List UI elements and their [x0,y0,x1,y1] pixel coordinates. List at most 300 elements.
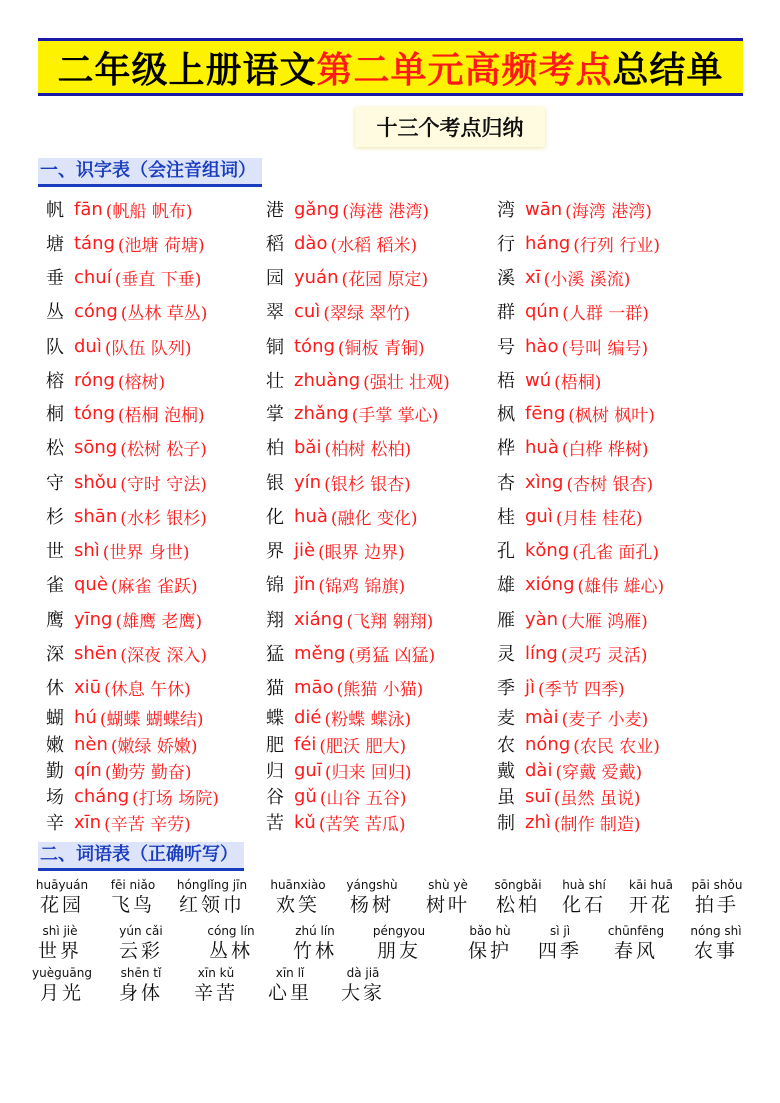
char: 雁 [497,610,515,631]
char: 队 [46,337,64,358]
word-group: (麦子 小麦) [561,709,649,730]
word-group: (垂直 下垂) [114,269,202,290]
char: 桦 [497,438,515,459]
pinyin: bǎi [294,436,322,458]
vocab-hanzi: 松柏 [495,894,540,916]
pinyin: yàn [525,608,559,630]
char: 孔 [497,541,515,562]
char: 戴 [497,761,515,782]
word-group: (银杉 银杏) [324,474,411,495]
pinyin: nóng [525,733,571,755]
char: 梧 [497,371,515,392]
pinyin: jì [525,676,536,698]
pinyin: suī [525,785,551,807]
word-group: (休息 午休) [104,679,191,700]
vocab-hanzi: 朋友 [376,940,421,962]
char-entry [262,332,425,360]
word-group: (熊猫 小猫) [336,679,424,700]
char: 化 [266,507,284,528]
char-entry [42,605,202,633]
vocab-hanzi: 树叶 [425,894,470,916]
char: 帆 [46,200,64,221]
char-entry [262,570,405,598]
subtitle-box [355,107,545,147]
char: 垂 [46,268,64,289]
char: 铜 [266,337,284,358]
word-group: (梧桐 泡桐) [117,405,205,426]
char-entry [493,297,649,325]
word-group: (农民 农业) [573,736,660,757]
word-group: (小溪 溪流) [543,269,631,290]
vocab-pinyin: yángshù [346,878,398,892]
word-group: (行列 行业) [573,235,660,256]
vocab-word [17,965,107,1005]
vocab-pinyin: xīn kǔ [197,966,235,980]
char-entry [493,536,659,564]
word-group: (帆船 帆布) [105,201,193,222]
char: 休 [46,678,64,699]
word-group: (粉蝶 蝶泳) [324,709,412,730]
word-group: (队伍 队列) [104,338,192,359]
char: 雀 [46,575,64,596]
subtitle-text: 十三个考点归纳 [376,116,524,140]
pinyin: jǐn [294,573,316,595]
vocab-pinyin: fēi niǎo [110,878,156,892]
pinyin: guì [525,505,553,527]
pinyin: tóng [74,402,115,424]
pinyin: fēng [525,402,566,424]
vocab-pinyin: nóng shì [690,924,742,938]
word-group: (花园 原定) [341,269,429,290]
vocab-hanzi: 丛林 [208,940,253,962]
word-group: (梧桐) [554,372,602,393]
char-entry [42,399,205,427]
char-entry [493,673,625,701]
char-entry [42,808,191,836]
pinyin: nèn [74,733,108,755]
char: 翠 [266,302,284,323]
pinyin: wú [525,369,552,391]
word-group: (强壮 壮观) [363,372,450,393]
pinyin: dié [294,706,322,728]
word-group: (归来 回归) [324,762,412,783]
char: 季 [497,678,515,699]
vocab-hanzi: 四季 [537,940,582,962]
pinyin: dào [294,232,328,254]
vocab-hanzi: 大家 [340,982,385,1004]
pinyin: qín [74,759,102,781]
pinyin: měng [294,642,346,664]
char-entry [262,756,412,784]
pinyin: róng [74,369,115,391]
char-entry [262,730,406,758]
vocab-pinyin: zhú lín [295,924,335,938]
vocab-hanzi: 月光 [39,982,84,1004]
pinyin: cóng [74,300,118,322]
char: 蝴 [46,708,64,729]
pinyin: shǒu [74,471,118,493]
char-entry [262,229,417,257]
vocab-hanzi: 农事 [693,940,738,962]
char-entry [493,756,642,784]
char: 翔 [266,610,284,631]
pinyin: huà [525,436,559,458]
char: 银 [266,473,284,494]
pinyin: zhǎng [294,402,349,424]
char-entry [42,703,204,731]
pinyin: wān [525,198,563,220]
vocab-hanzi: 开花 [628,894,673,916]
char-entry [42,502,207,530]
word-group: (虽然 虽说) [553,788,641,809]
word-group: (眼界 边界) [318,542,405,563]
vocab-pinyin: huāyuán [35,878,89,892]
pinyin: líng [525,642,558,664]
char: 桂 [497,507,515,528]
vocab-word [671,923,761,963]
vocab-pinyin: pāi shǒu [691,878,743,892]
pinyin: māo [294,676,334,698]
char-entry [262,673,423,701]
vocab-pinyin: chūnfēng [607,924,665,938]
word-group: (守时 守法) [120,474,207,495]
vocab-hanzi: 化石 [561,894,606,916]
vocab-word [354,923,444,963]
section-1-title: 一、识字表（会注音组词） [38,158,262,187]
vocab-hanzi: 辛苦 [193,982,238,1004]
vocab-hanzi: 世界 [37,940,82,962]
char-entry [42,263,201,291]
word-group: (制作 制造) [553,814,641,835]
word-group: (雄鹰 老鹰) [115,611,203,632]
pinyin: kǔ [294,811,316,833]
char-entry [262,703,411,731]
pinyin: hào [525,335,559,357]
char: 鹰 [46,610,64,631]
char: 猛 [266,644,284,665]
word-group: (松树 松子) [120,439,207,460]
char: 深 [46,644,64,665]
word-group: (月桂 桂花) [555,508,643,529]
pinyin: zhì [525,811,551,833]
word-group: (手掌 掌心) [351,405,439,426]
char-entry [493,468,653,496]
char: 雄 [497,575,515,596]
pinyin: shì [74,539,100,561]
vocab-word [672,877,762,917]
char-entry [493,366,601,394]
char: 勤 [46,761,64,782]
pinyin: xiū [74,676,102,698]
vocab-hanzi: 飞鸟 [110,894,155,916]
char: 塘 [46,234,64,255]
pinyin: yīng [74,608,113,630]
word-group: (榕树) [117,372,166,393]
char: 湾 [497,200,515,221]
vocab-pinyin: yún cǎi [119,924,163,938]
vocab-hanzi: 心里 [267,982,312,1004]
pinyin: kǒng [525,539,570,561]
title-part-1: 二年级上册语文 [57,49,317,91]
word-group: (翠绿 翠竹) [323,303,410,324]
char: 榕 [46,371,64,392]
pinyin: huà [294,505,328,527]
word-group: (穿戴 爱戴) [555,762,643,783]
char-entry [493,703,648,731]
char: 桐 [46,404,64,425]
pinyin: cháng [74,785,130,807]
word-group: (麻雀 雀跃) [110,576,198,597]
char-entry [42,468,207,496]
char-entry [262,366,450,394]
vocab-word [186,923,276,963]
word-group: (蝴蝶 蝴蝶结) [99,709,204,730]
char-entry [262,782,407,810]
vocab-hanzi: 花园 [39,894,84,916]
vocab-pinyin: shēn tǐ [120,966,162,980]
char: 肥 [266,735,284,756]
char-entry [493,229,660,257]
vocab-hanzi: 红领巾 [178,894,245,916]
word-group: (铜板 青铜) [337,338,425,359]
vocab-pinyin: dà jiā [346,966,380,980]
word-group: (季节 四季) [538,679,625,700]
vocab-word [270,923,360,963]
word-group: (锦鸡 锦旗) [318,576,406,597]
char-entry [493,502,643,530]
vocab-pinyin: xīn lǐ [275,966,305,980]
pinyin: shān [74,505,118,527]
char: 锦 [266,575,284,596]
char: 松 [46,438,64,459]
pinyin: qún [525,300,560,322]
char: 灵 [497,644,515,665]
vocab-word [591,923,681,963]
vocab-word [167,877,257,917]
vocab-word [88,877,178,917]
char: 壮 [266,371,284,392]
char: 杉 [46,507,64,528]
word-group: (勇猛 凶猛) [348,645,436,666]
char: 溪 [497,268,515,289]
vocab-hanzi: 拍手 [694,894,739,916]
char: 虽 [497,787,515,808]
char-entry [262,536,405,564]
char: 行 [497,234,515,255]
char-entry [493,639,648,667]
pinyin: xīn [74,811,102,833]
char: 嫩 [46,735,64,756]
word-group: (苦笑 苦瓜) [318,814,406,835]
char-entry [493,605,648,633]
pinyin: guī [294,759,322,781]
word-group: (飞翔 翱翔) [346,611,434,632]
char: 农 [497,735,515,756]
pinyin: jiè [294,539,316,561]
char: 柏 [266,438,284,459]
pinyin: gǔ [294,785,317,807]
char-entry [262,297,410,325]
char-entry [42,639,207,667]
vocab-hanzi: 云彩 [118,940,163,962]
char: 界 [266,541,284,562]
word-group: (孔雀 面孔) [572,542,659,563]
word-group: (灵巧 灵活) [560,645,648,666]
word-group: (大雁 鸿雁) [561,611,648,632]
char: 杏 [497,473,515,494]
char-entry [42,536,189,564]
word-group: (海港 港湾) [342,201,429,222]
pinyin: xióng [525,573,575,595]
pinyin: xī [525,266,541,288]
vocab-pinyin: sōngbǎi [494,878,542,892]
char: 枫 [497,404,515,425]
pinyin: yín [294,471,322,493]
char: 港 [266,200,284,221]
char: 归 [266,761,284,782]
vocab-pinyin: kāi huā [628,878,673,892]
word-group: (肥沃 肥大) [319,736,407,757]
char-entry [262,605,433,633]
pinyin: gǎng [294,198,340,220]
char-entry [262,808,406,836]
pinyin: xìng [525,471,564,493]
word-group: (雄伟 雄心) [577,576,665,597]
char: 苦 [266,813,284,834]
vocab-pinyin: hónglǐng jīn [176,878,248,892]
vocab-hanzi: 保护 [467,940,512,962]
word-group: (融化 变化) [330,508,418,529]
vocab-pinyin: shù yè [428,878,468,892]
pinyin: hú [74,706,97,728]
pinyin: tóng [294,335,335,357]
char-entry [42,570,198,598]
char: 猫 [266,678,284,699]
vocab-hanzi: 身体 [118,982,163,1004]
word-group: (海湾 港湾) [565,201,652,222]
pinyin: sōng [74,436,118,458]
word-group: (白桦 桦树) [561,439,649,460]
char-entry [262,399,438,427]
char: 场 [46,787,64,808]
char-entry [42,782,219,810]
char-entry [493,782,640,810]
pinyin: què [74,573,108,595]
char-entry [42,730,198,758]
word-group: (柏树 松柏) [324,439,412,460]
word-group: (嫩绿 娇嫩) [110,736,198,757]
word-group: (池塘 荷塘) [117,235,205,256]
pinyin: duì [74,335,102,357]
char-entry [493,399,655,427]
char-entry [42,756,192,784]
section-2-title: 二、词语表（正确听写） [38,842,244,871]
word-group: (深夜 深入) [120,645,207,666]
pinyin: cuì [294,300,321,322]
pinyin: xiáng [294,608,344,630]
vocab-pinyin: yuèguāng [32,966,92,980]
char-entry [42,332,192,360]
char: 麦 [497,708,515,729]
pinyin: mài [525,706,559,728]
word-group: (号叫 编号) [561,338,649,359]
vocab-pinyin: huānxiào [270,878,326,892]
word-group: (杏树 银杏) [566,474,654,495]
char-entry [493,730,660,758]
char-entry [262,433,411,461]
char: 谷 [266,787,284,808]
char-entry [42,673,191,701]
char-entry [493,570,664,598]
word-group: (山谷 五谷) [319,788,407,809]
word-group: (人群 一群) [562,303,649,324]
pinyin: féi [294,733,317,755]
char-entry [493,433,649,461]
word-group: (丛林 草丛) [120,303,208,324]
pinyin: shēn [74,642,118,664]
vocab-hanzi: 春风 [613,940,658,962]
char: 制 [497,813,515,834]
word-group: (打场 场院) [132,788,219,809]
pinyin: táng [74,232,115,254]
vocab-pinyin: huà shí [562,878,606,892]
char: 世 [46,541,64,562]
vocab-pinyin: sì jì [549,924,571,938]
vocab-word [318,965,408,1005]
vocab-pinyin: cóng lín [207,924,255,938]
char-entry [493,195,652,223]
char-entry [262,468,411,496]
vocab-hanzi: 欢笑 [275,894,320,916]
pinyin: fān [74,198,103,220]
pinyin: yuán [294,266,339,288]
char-entry [262,195,429,223]
vocab-word [96,923,186,963]
char-entry [262,639,435,667]
title-banner [38,38,743,96]
char: 蝶 [266,708,284,729]
char: 稻 [266,234,284,255]
vocab-hanzi: 竹林 [292,940,337,962]
char: 掌 [266,404,284,425]
vocab-hanzi: 杨树 [349,894,394,916]
pinyin: chuí [74,266,112,288]
word-group: (辛苦 辛劳) [104,814,191,835]
word-group: (世界 身世) [102,542,190,563]
char-entry [262,263,428,291]
vocab-pinyin: bǎo hù [469,924,511,938]
pinyin: zhuàng [294,369,361,391]
char-entry [262,502,418,530]
char-entry [42,229,205,257]
word-group: (枫树 枫叶) [568,405,655,426]
char: 辛 [46,813,64,834]
char-entry [493,808,641,836]
word-group: (勤劳 勤奋) [104,762,192,783]
title-part-3: 总结单 [612,49,724,91]
word-group: (水稻 稻米) [330,235,418,256]
char-entry [42,195,192,223]
char: 守 [46,473,64,494]
pinyin: dài [525,759,553,781]
pinyin: háng [525,232,571,254]
vocab-pinyin: shì jiè [42,924,78,938]
char-entry [42,297,207,325]
vocab-word [15,923,105,963]
vocab-pinyin: péngyou [372,924,426,938]
char: 群 [497,302,515,323]
char: 丛 [46,302,64,323]
